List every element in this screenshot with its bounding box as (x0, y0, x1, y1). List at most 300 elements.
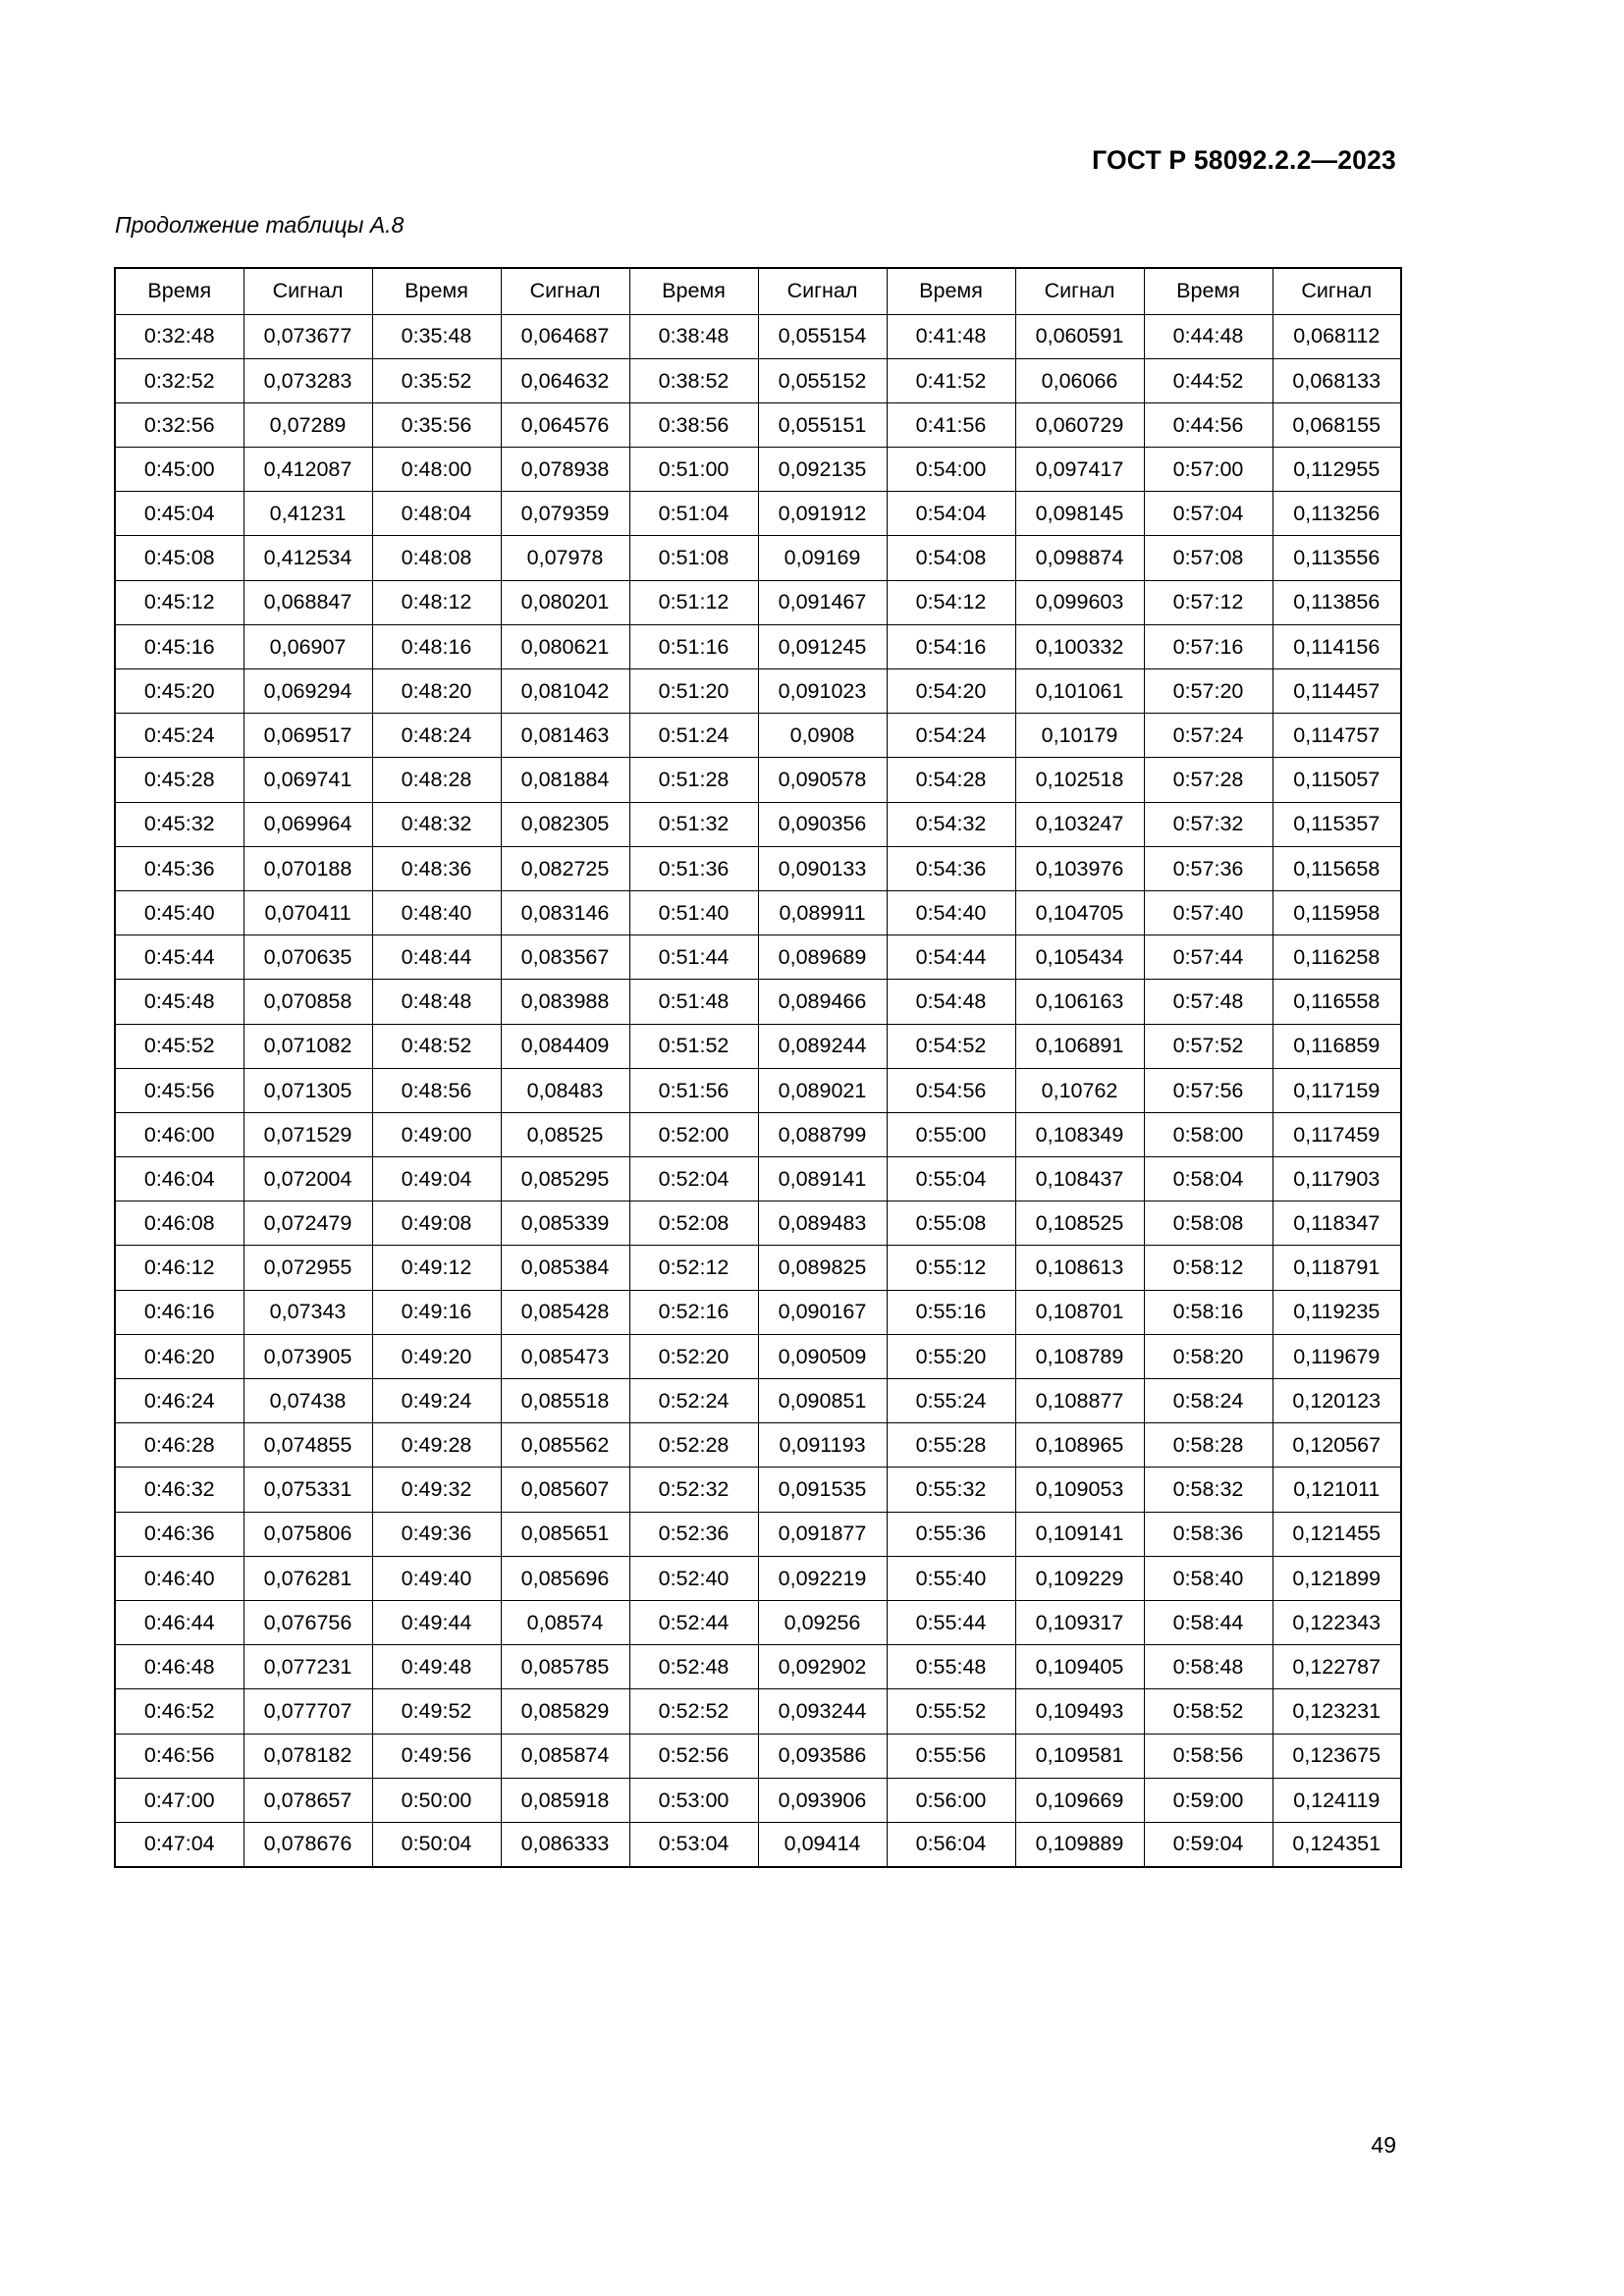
cell-time: 0:58:32 (1144, 1468, 1272, 1512)
cell-signal: 0,117159 (1272, 1068, 1401, 1112)
cell-time: 0:52:52 (629, 1689, 758, 1734)
cell-signal: 0,090133 (758, 846, 887, 890)
cell-time: 0:35:52 (372, 358, 501, 402)
table-row (115, 1334, 1401, 1378)
cell-signal: 0,078938 (501, 448, 629, 492)
cell-time: 0:50:04 (372, 1822, 501, 1866)
cell-signal: 0,115958 (1272, 890, 1401, 934)
cell-time: 0:48:44 (372, 935, 501, 980)
cell-time: 0:57:00 (1144, 448, 1272, 492)
cell-time: 0:46:36 (115, 1512, 244, 1556)
cell-time: 0:52:20 (629, 1334, 758, 1378)
cell-time: 0:57:28 (1144, 758, 1272, 802)
table-row (115, 846, 1401, 890)
cell-time: 0:54:48 (887, 980, 1015, 1024)
table-row (115, 402, 1401, 447)
cell-time: 0:53:00 (629, 1778, 758, 1822)
cell-signal: 0,090356 (758, 802, 887, 846)
cell-signal: 0,074855 (244, 1423, 372, 1468)
cell-signal: 0,106891 (1015, 1024, 1144, 1068)
cell-time: 0:48:04 (372, 492, 501, 536)
cell-signal: 0,085339 (501, 1201, 629, 1246)
cell-signal: 0,108613 (1015, 1246, 1144, 1290)
cell-signal: 0,07438 (244, 1379, 372, 1423)
cell-time: 0:44:56 (1144, 402, 1272, 447)
cell-time: 0:51:04 (629, 492, 758, 536)
cell-time: 0:51:32 (629, 802, 758, 846)
cell-signal: 0,121011 (1272, 1468, 1401, 1512)
cell-signal: 0,078657 (244, 1778, 372, 1822)
cell-time: 0:55:32 (887, 1468, 1015, 1512)
cell-signal: 0,085384 (501, 1246, 629, 1290)
cell-time: 0:49:00 (372, 1112, 501, 1156)
cell-signal: 0,114757 (1272, 714, 1401, 758)
cell-signal: 0,085607 (501, 1468, 629, 1512)
cell-time: 0:52:12 (629, 1246, 758, 1290)
table-row (115, 1068, 1401, 1112)
cell-signal: 0,064687 (501, 314, 629, 358)
cell-time: 0:46:04 (115, 1157, 244, 1201)
cell-time: 0:48:40 (372, 890, 501, 934)
cell-time: 0:51:16 (629, 624, 758, 668)
cell-signal: 0,412534 (244, 536, 372, 580)
cell-signal: 0,071082 (244, 1024, 372, 1068)
page-number: 49 (1371, 2132, 1396, 2158)
table-header-row-group (115, 268, 1401, 314)
cell-signal: 0,08483 (501, 1068, 629, 1112)
cell-signal: 0,091912 (758, 492, 887, 536)
cell-time: 0:32:56 (115, 402, 244, 447)
cell-signal: 0,108877 (1015, 1379, 1144, 1423)
cell-time: 0:52:36 (629, 1512, 758, 1556)
cell-signal: 0,091535 (758, 1468, 887, 1512)
cell-signal: 0,070188 (244, 846, 372, 890)
cell-time: 0:46:28 (115, 1423, 244, 1468)
cell-signal: 0,119679 (1272, 1334, 1401, 1378)
cell-time: 0:44:48 (1144, 314, 1272, 358)
cell-time: 0:51:28 (629, 758, 758, 802)
cell-time: 0:49:52 (372, 1689, 501, 1734)
cell-time: 0:54:20 (887, 669, 1015, 714)
cell-signal: 0,06066 (1015, 358, 1144, 402)
cell-time: 0:52:56 (629, 1734, 758, 1778)
cell-signal: 0,116859 (1272, 1024, 1401, 1068)
cell-time: 0:49:20 (372, 1334, 501, 1378)
cell-time: 0:41:52 (887, 358, 1015, 402)
cell-time: 0:46:48 (115, 1645, 244, 1689)
cell-signal: 0,108437 (1015, 1157, 1144, 1201)
cell-signal: 0,085874 (501, 1734, 629, 1778)
cell-signal: 0,108965 (1015, 1423, 1144, 1468)
cell-signal: 0,085518 (501, 1379, 629, 1423)
cell-signal: 0,097417 (1015, 448, 1144, 492)
cell-signal: 0,09169 (758, 536, 887, 580)
cell-time: 0:57:16 (1144, 624, 1272, 668)
table-body (115, 314, 1401, 1867)
cell-signal: 0,080201 (501, 580, 629, 624)
cell-time: 0:46:56 (115, 1734, 244, 1778)
cell-signal: 0,083146 (501, 890, 629, 934)
cell-time: 0:51:52 (629, 1024, 758, 1068)
cell-time: 0:38:56 (629, 402, 758, 447)
cell-signal: 0,116558 (1272, 980, 1401, 1024)
cell-signal: 0,108349 (1015, 1112, 1144, 1156)
cell-time: 0:55:20 (887, 1334, 1015, 1378)
cell-signal: 0,100332 (1015, 624, 1144, 668)
cell-time: 0:45:40 (115, 890, 244, 934)
cell-signal: 0,090851 (758, 1379, 887, 1423)
cell-signal: 0,089483 (758, 1201, 887, 1246)
cell-time: 0:45:16 (115, 624, 244, 668)
cell-signal: 0,108701 (1015, 1290, 1144, 1334)
cell-signal: 0,115357 (1272, 802, 1401, 846)
cell-signal: 0,112955 (1272, 448, 1401, 492)
cell-signal: 0,077707 (244, 1689, 372, 1734)
table-header-row (115, 268, 1401, 314)
cell-signal: 0,085785 (501, 1645, 629, 1689)
cell-signal: 0,082725 (501, 846, 629, 890)
cell-signal: 0,09414 (758, 1822, 887, 1866)
cell-time: 0:48:52 (372, 1024, 501, 1068)
cell-time: 0:58:44 (1144, 1600, 1272, 1644)
cell-signal: 0,064576 (501, 402, 629, 447)
cell-signal: 0,070858 (244, 980, 372, 1024)
cell-signal: 0,082305 (501, 802, 629, 846)
cell-time: 0:49:44 (372, 1600, 501, 1644)
table-row (115, 758, 1401, 802)
cell-signal: 0,121899 (1272, 1556, 1401, 1600)
cell-signal: 0,055152 (758, 358, 887, 402)
table-row (115, 890, 1401, 934)
cell-time: 0:52:40 (629, 1556, 758, 1600)
cell-time: 0:46:24 (115, 1379, 244, 1423)
cell-time: 0:46:00 (115, 1112, 244, 1156)
cell-signal: 0,077231 (244, 1645, 372, 1689)
cell-time: 0:57:36 (1144, 846, 1272, 890)
cell-time: 0:45:08 (115, 536, 244, 580)
cell-time: 0:49:56 (372, 1734, 501, 1778)
cell-time: 0:57:04 (1144, 492, 1272, 536)
cell-signal: 0,109405 (1015, 1645, 1144, 1689)
cell-signal: 0,109493 (1015, 1689, 1144, 1734)
cell-signal: 0,115658 (1272, 846, 1401, 890)
cell-signal: 0,109053 (1015, 1468, 1144, 1512)
cell-time: 0:46:40 (115, 1556, 244, 1600)
cell-time: 0:55:12 (887, 1246, 1015, 1290)
cell-time: 0:45:48 (115, 980, 244, 1024)
cell-time: 0:46:44 (115, 1600, 244, 1644)
cell-signal: 0,083567 (501, 935, 629, 980)
cell-signal: 0,069741 (244, 758, 372, 802)
cell-time: 0:54:36 (887, 846, 1015, 890)
cell-signal: 0,412087 (244, 448, 372, 492)
cell-time: 0:45:52 (115, 1024, 244, 1068)
cell-signal: 0,069294 (244, 669, 372, 714)
cell-time: 0:58:28 (1144, 1423, 1272, 1468)
cell-signal: 0,092219 (758, 1556, 887, 1600)
table-row (115, 1689, 1401, 1734)
cell-signal: 0,108789 (1015, 1334, 1144, 1378)
cell-signal: 0,123675 (1272, 1734, 1401, 1778)
table-row (115, 580, 1401, 624)
cell-signal: 0,093244 (758, 1689, 887, 1734)
cell-time: 0:49:24 (372, 1379, 501, 1423)
cell-time: 0:54:12 (887, 580, 1015, 624)
cell-time: 0:50:00 (372, 1778, 501, 1822)
cell-signal: 0,08525 (501, 1112, 629, 1156)
cell-time: 0:58:40 (1144, 1556, 1272, 1600)
cell-time: 0:38:48 (629, 314, 758, 358)
cell-time: 0:55:56 (887, 1734, 1015, 1778)
cell-time: 0:55:44 (887, 1600, 1015, 1644)
cell-signal: 0,092135 (758, 448, 887, 492)
cell-signal: 0,060729 (1015, 402, 1144, 447)
cell-signal: 0,060591 (1015, 314, 1144, 358)
cell-signal: 0,118791 (1272, 1246, 1401, 1290)
cell-time: 0:52:32 (629, 1468, 758, 1512)
cell-time: 0:58:56 (1144, 1734, 1272, 1778)
cell-signal: 0,072955 (244, 1246, 372, 1290)
cell-signal: 0,073677 (244, 314, 372, 358)
cell-time: 0:48:00 (372, 448, 501, 492)
cell-time: 0:48:36 (372, 846, 501, 890)
column-header-7: Сигнал (1015, 268, 1144, 314)
cell-signal: 0,091467 (758, 580, 887, 624)
cell-time: 0:51:56 (629, 1068, 758, 1112)
cell-signal: 0,076281 (244, 1556, 372, 1600)
column-header-6: Время (887, 268, 1015, 314)
cell-signal: 0,07289 (244, 402, 372, 447)
cell-time: 0:45:28 (115, 758, 244, 802)
cell-time: 0:48:28 (372, 758, 501, 802)
cell-signal: 0,055154 (758, 314, 887, 358)
cell-signal: 0,064632 (501, 358, 629, 402)
cell-signal: 0,089911 (758, 890, 887, 934)
cell-signal: 0,114156 (1272, 624, 1401, 668)
table-row (115, 358, 1401, 402)
table-row (115, 669, 1401, 714)
cell-signal: 0,41231 (244, 492, 372, 536)
table-row (115, 1379, 1401, 1423)
cell-time: 0:51:08 (629, 536, 758, 580)
cell-time: 0:52:00 (629, 1112, 758, 1156)
cell-signal: 0,068112 (1272, 314, 1401, 358)
cell-time: 0:45:44 (115, 935, 244, 980)
cell-time: 0:48:08 (372, 536, 501, 580)
cell-time: 0:45:32 (115, 802, 244, 846)
cell-signal: 0,068133 (1272, 358, 1401, 402)
column-header-4: Время (629, 268, 758, 314)
cell-time: 0:57:40 (1144, 890, 1272, 934)
cell-time: 0:54:40 (887, 890, 1015, 934)
cell-signal: 0,085428 (501, 1290, 629, 1334)
signal-data-table (114, 267, 1402, 1868)
cell-time: 0:57:20 (1144, 669, 1272, 714)
cell-time: 0:54:16 (887, 624, 1015, 668)
cell-time: 0:55:36 (887, 1512, 1015, 1556)
table-row (115, 314, 1401, 358)
cell-signal: 0,069517 (244, 714, 372, 758)
table-row (115, 1512, 1401, 1556)
cell-signal: 0,055151 (758, 402, 887, 447)
column-header-5: Сигнал (758, 268, 887, 314)
table-row (115, 448, 1401, 492)
cell-time: 0:47:00 (115, 1778, 244, 1822)
cell-time: 0:51:24 (629, 714, 758, 758)
cell-signal: 0,072004 (244, 1157, 372, 1201)
cell-signal: 0,0908 (758, 714, 887, 758)
cell-signal: 0,089689 (758, 935, 887, 980)
table-caption: Продолжение таблицы А.8 (115, 212, 405, 238)
cell-time: 0:51:12 (629, 580, 758, 624)
cell-time: 0:52:08 (629, 1201, 758, 1246)
cell-signal: 0,078182 (244, 1734, 372, 1778)
cell-signal: 0,098874 (1015, 536, 1144, 580)
cell-time: 0:53:04 (629, 1822, 758, 1866)
cell-time: 0:46:08 (115, 1201, 244, 1246)
table-row (115, 1600, 1401, 1644)
cell-time: 0:49:40 (372, 1556, 501, 1600)
cell-time: 0:52:48 (629, 1645, 758, 1689)
cell-signal: 0,116258 (1272, 935, 1401, 980)
cell-time: 0:58:08 (1144, 1201, 1272, 1246)
cell-signal: 0,115057 (1272, 758, 1401, 802)
cell-signal: 0,090578 (758, 758, 887, 802)
cell-signal: 0,108525 (1015, 1201, 1144, 1246)
cell-signal: 0,120123 (1272, 1379, 1401, 1423)
cell-time: 0:35:48 (372, 314, 501, 358)
cell-time: 0:59:04 (1144, 1822, 1272, 1866)
cell-signal: 0,118347 (1272, 1201, 1401, 1246)
cell-time: 0:41:56 (887, 402, 1015, 447)
cell-time: 0:55:00 (887, 1112, 1015, 1156)
cell-signal: 0,089141 (758, 1157, 887, 1201)
table-row (115, 1734, 1401, 1778)
cell-time: 0:58:12 (1144, 1246, 1272, 1290)
table-row (115, 1290, 1401, 1334)
cell-time: 0:46:16 (115, 1290, 244, 1334)
table-row (115, 1112, 1401, 1156)
cell-time: 0:49:16 (372, 1290, 501, 1334)
table-row (115, 802, 1401, 846)
cell-time: 0:45:24 (115, 714, 244, 758)
cell-signal: 0,109669 (1015, 1778, 1144, 1822)
cell-time: 0:45:04 (115, 492, 244, 536)
cell-signal: 0,075806 (244, 1512, 372, 1556)
cell-signal: 0,084409 (501, 1024, 629, 1068)
table-row (115, 1201, 1401, 1246)
cell-signal: 0,099603 (1015, 580, 1144, 624)
cell-signal: 0,073283 (244, 358, 372, 402)
cell-signal: 0,06907 (244, 624, 372, 668)
cell-signal: 0,085918 (501, 1778, 629, 1822)
cell-signal: 0,07343 (244, 1290, 372, 1334)
cell-signal: 0,09256 (758, 1600, 887, 1644)
table-row (115, 935, 1401, 980)
cell-signal: 0,085651 (501, 1512, 629, 1556)
cell-time: 0:51:20 (629, 669, 758, 714)
cell-signal: 0,08574 (501, 1600, 629, 1644)
cell-time: 0:49:08 (372, 1201, 501, 1246)
table-row (115, 1157, 1401, 1201)
cell-time: 0:57:44 (1144, 935, 1272, 980)
cell-signal: 0,101061 (1015, 669, 1144, 714)
cell-signal: 0,109317 (1015, 1600, 1144, 1644)
cell-signal: 0,124119 (1272, 1778, 1401, 1822)
cell-time: 0:55:52 (887, 1689, 1015, 1734)
cell-time: 0:46:32 (115, 1468, 244, 1512)
cell-signal: 0,068155 (1272, 402, 1401, 447)
cell-signal: 0,109889 (1015, 1822, 1144, 1866)
cell-time: 0:58:16 (1144, 1290, 1272, 1334)
cell-signal: 0,090509 (758, 1334, 887, 1378)
cell-time: 0:57:32 (1144, 802, 1272, 846)
cell-time: 0:57:12 (1144, 580, 1272, 624)
cell-signal: 0,088799 (758, 1112, 887, 1156)
cell-signal: 0,089466 (758, 980, 887, 1024)
cell-signal: 0,123231 (1272, 1689, 1401, 1734)
cell-signal: 0,105434 (1015, 935, 1144, 980)
cell-time: 0:55:24 (887, 1379, 1015, 1423)
cell-signal: 0,089825 (758, 1246, 887, 1290)
cell-signal: 0,075331 (244, 1468, 372, 1512)
column-header-9: Сигнал (1272, 268, 1401, 314)
cell-time: 0:55:28 (887, 1423, 1015, 1468)
cell-time: 0:54:00 (887, 448, 1015, 492)
cell-signal: 0,10179 (1015, 714, 1144, 758)
cell-time: 0:52:04 (629, 1157, 758, 1201)
cell-signal: 0,092902 (758, 1645, 887, 1689)
cell-time: 0:57:48 (1144, 980, 1272, 1024)
cell-signal: 0,085473 (501, 1334, 629, 1378)
cell-signal: 0,124351 (1272, 1822, 1401, 1866)
table-row (115, 1822, 1401, 1866)
cell-time: 0:58:48 (1144, 1645, 1272, 1689)
table-row (115, 1024, 1401, 1068)
cell-signal: 0,122787 (1272, 1645, 1401, 1689)
cell-signal: 0,109581 (1015, 1734, 1144, 1778)
cell-time: 0:59:00 (1144, 1778, 1272, 1822)
cell-signal: 0,119235 (1272, 1290, 1401, 1334)
cell-signal: 0,109141 (1015, 1512, 1144, 1556)
cell-signal: 0,121455 (1272, 1512, 1401, 1556)
cell-signal: 0,086333 (501, 1822, 629, 1866)
cell-signal: 0,078676 (244, 1822, 372, 1866)
cell-signal: 0,081884 (501, 758, 629, 802)
cell-time: 0:55:40 (887, 1556, 1015, 1600)
cell-time: 0:48:24 (372, 714, 501, 758)
cell-time: 0:52:24 (629, 1379, 758, 1423)
cell-signal: 0,117459 (1272, 1112, 1401, 1156)
cell-signal: 0,113856 (1272, 580, 1401, 624)
cell-time: 0:51:48 (629, 980, 758, 1024)
cell-signal: 0,071529 (244, 1112, 372, 1156)
cell-signal: 0,093906 (758, 1778, 887, 1822)
cell-time: 0:48:32 (372, 802, 501, 846)
standard-header: ГОСТ Р 58092.2.2—2023 (1092, 145, 1396, 175)
table-row (115, 1468, 1401, 1512)
cell-time: 0:35:56 (372, 402, 501, 447)
cell-time: 0:57:24 (1144, 714, 1272, 758)
column-header-2: Время (372, 268, 501, 314)
cell-signal: 0,070411 (244, 890, 372, 934)
cell-time: 0:57:08 (1144, 536, 1272, 580)
cell-signal: 0,073905 (244, 1334, 372, 1378)
cell-signal: 0,076756 (244, 1600, 372, 1644)
cell-signal: 0,109229 (1015, 1556, 1144, 1600)
cell-time: 0:54:24 (887, 714, 1015, 758)
cell-signal: 0,090167 (758, 1290, 887, 1334)
